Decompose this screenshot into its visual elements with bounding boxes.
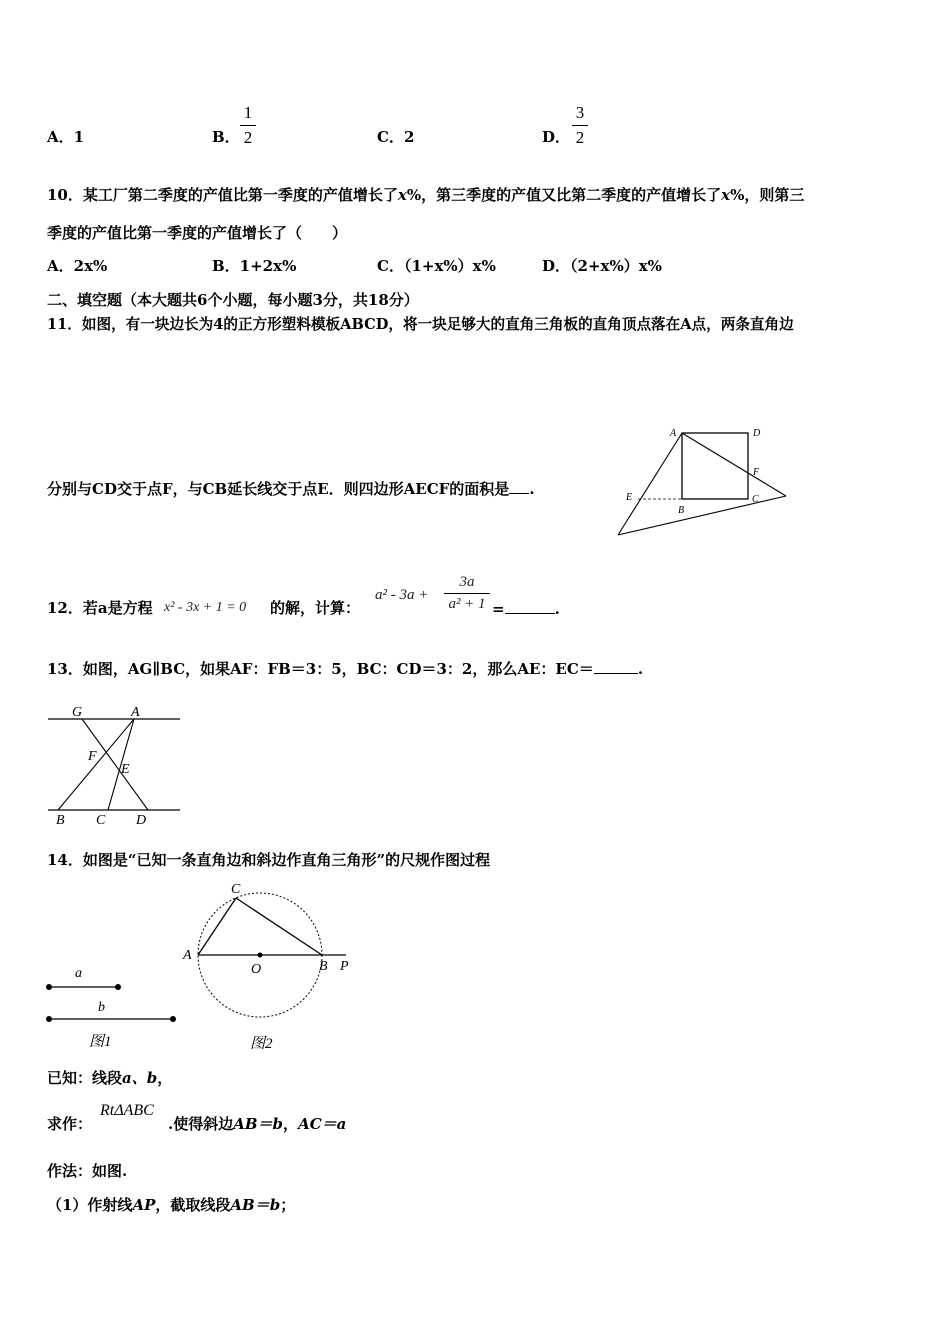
q11-line2-end: .	[529, 480, 535, 498]
segment-ac	[198, 898, 236, 955]
q14-method: 作法：如图.	[47, 1162, 128, 1180]
q9-b-denominator: 2	[243, 128, 253, 147]
q14-known-end: ，	[157, 1069, 173, 1087]
square-abcd	[682, 433, 748, 499]
q9-option-d-fraction	[572, 103, 588, 148]
segment-b-start-dot	[46, 1016, 52, 1022]
q12-answer-blank	[505, 601, 555, 614]
q13-answer-blank	[594, 661, 638, 674]
label-a: a	[75, 966, 82, 981]
q12-text-a: 12．若a是方程	[47, 599, 153, 617]
q14-find-label: 求作：	[47, 1115, 93, 1133]
segment-e-c	[618, 496, 786, 535]
segment-b-end-dot	[170, 1016, 176, 1022]
q9-option-b-fraction	[240, 103, 256, 148]
label-g: G	[72, 705, 83, 720]
q10-line1	[47, 188, 804, 203]
q14-known-text: 已知：线段	[47, 1069, 123, 1087]
q11-line2-text: 分别与CD交于点F，与CB延长线交于点E．则四边形AECF的面积是	[47, 480, 510, 498]
label-a: A	[131, 705, 140, 720]
q10-option-c: C．（1+x%）x%	[377, 257, 496, 275]
q9-option-b: B．	[212, 128, 240, 146]
q14-figure-1	[42, 960, 192, 1055]
segment-ae	[618, 433, 685, 535]
label-b: b	[98, 1000, 105, 1015]
q10-line2: 季度的产值比第一季度的产值增长了（ ）	[47, 224, 348, 242]
q14-find-expression: RtΔABC	[100, 1102, 154, 1119]
q14-known	[47, 1071, 172, 1086]
center-o-dot	[258, 953, 263, 958]
q14-step1-end: ；	[280, 1196, 296, 1214]
label-b: B	[678, 505, 685, 516]
label-f: F	[88, 749, 97, 764]
label-e: E	[121, 762, 130, 777]
q14-step1-ap: AP	[132, 1196, 156, 1214]
q9-option-c: C．2	[377, 128, 415, 146]
q12-expression: a² - 3a +	[375, 587, 429, 603]
label-e: E	[626, 492, 633, 503]
q10-option-d: D．（2+x%）x%	[542, 257, 662, 275]
section-heading: 二、填空题（本大题共6个小题，每小题3分，共18分）	[47, 291, 419, 309]
segment-a-end-dot	[115, 984, 121, 990]
label-a: A	[670, 428, 677, 439]
q10-line1-part-b: %，第三季度的产值又比第二季度的产值增长了	[406, 186, 722, 204]
q9-b-numerator: 1	[243, 103, 253, 122]
segment-cb	[236, 898, 322, 955]
q12-frac-denominator: a² + 1	[448, 596, 486, 612]
label-c: C	[752, 494, 759, 505]
figure-1-caption: 图1	[89, 1034, 112, 1050]
q14-step1-b: ，截取线段	[155, 1196, 231, 1214]
q14-find-ab: AB＝b	[233, 1115, 284, 1133]
q13-end: .	[637, 660, 644, 678]
q11-answer-blank	[509, 481, 529, 494]
q14-find-ac: AC＝a	[298, 1115, 347, 1133]
q13-question: 13．如图，AG∥BC，如果AF：FB＝3：5，BC：CD＝3：2，那么AE：EC＝	[47, 660, 594, 678]
label-o: O	[251, 962, 262, 977]
figure-2-caption: 图2	[250, 1036, 273, 1052]
label-c: C	[231, 882, 241, 897]
q10-line1-part-a: 10．某工厂第二季度的产值比第一季度的产值增长了	[47, 186, 398, 204]
q12-text-b: 的解，计算：	[270, 599, 361, 617]
label-a: A	[183, 948, 192, 963]
segment-ac-extended	[682, 433, 786, 496]
q14-find-text: .使得斜边	[168, 1115, 234, 1133]
label-c: C	[96, 813, 106, 828]
q12-frac-numerator: 3a	[459, 574, 475, 590]
q13-text	[47, 661, 643, 677]
q14-figure-2	[180, 875, 360, 1055]
q10-var-x-1: x	[397, 186, 407, 204]
q14-find-sep: ，	[283, 1115, 299, 1133]
label-d: D	[753, 428, 761, 439]
q11-line2	[47, 481, 535, 497]
q13-figure	[44, 700, 184, 830]
q11-line1: 11．如图，有一块边长为4的正方形塑料模板ABCD，将一块足够大的直角三角板的直角顶点落在A点，两条直角边	[47, 316, 794, 333]
label-b: B	[319, 959, 328, 974]
q14-title: 14．如图是“已知一条直角边和斜边作直角三角形”的尺规作图过程	[47, 851, 491, 869]
q9-d-numerator: 3	[575, 103, 585, 122]
q10-line1-part-c: %，则第三	[730, 186, 805, 204]
q12-equals: =	[492, 600, 505, 618]
q11-figure	[610, 420, 800, 545]
q9-option-a: A．1	[47, 128, 85, 146]
q14-step1-ab: AB＝b	[230, 1196, 281, 1214]
segment-gd	[82, 719, 148, 810]
q10-option-b: B．1+2x%	[212, 257, 297, 275]
q12-end: .	[554, 600, 560, 618]
q10-option-a: A．2x%	[47, 257, 108, 275]
q10-var-x-2: x	[721, 186, 731, 204]
q9-d-denominator: 2	[575, 128, 585, 147]
label-b: B	[56, 813, 65, 828]
label-p: P	[340, 959, 349, 974]
q14-step-1	[47, 1198, 295, 1213]
q12-answer	[492, 601, 560, 617]
q14-find-condition	[168, 1117, 346, 1132]
q12-equation: x² - 3x + 1 = 0	[164, 600, 247, 615]
label-d: D	[136, 813, 147, 828]
segment-a-start-dot	[46, 984, 52, 990]
q14-known-vars: a、b	[122, 1069, 158, 1087]
q12-fraction	[444, 575, 490, 612]
q14-step1-a: （1）作射线	[47, 1196, 133, 1214]
q9-option-d: D．	[542, 128, 571, 146]
label-f: F	[753, 467, 760, 478]
